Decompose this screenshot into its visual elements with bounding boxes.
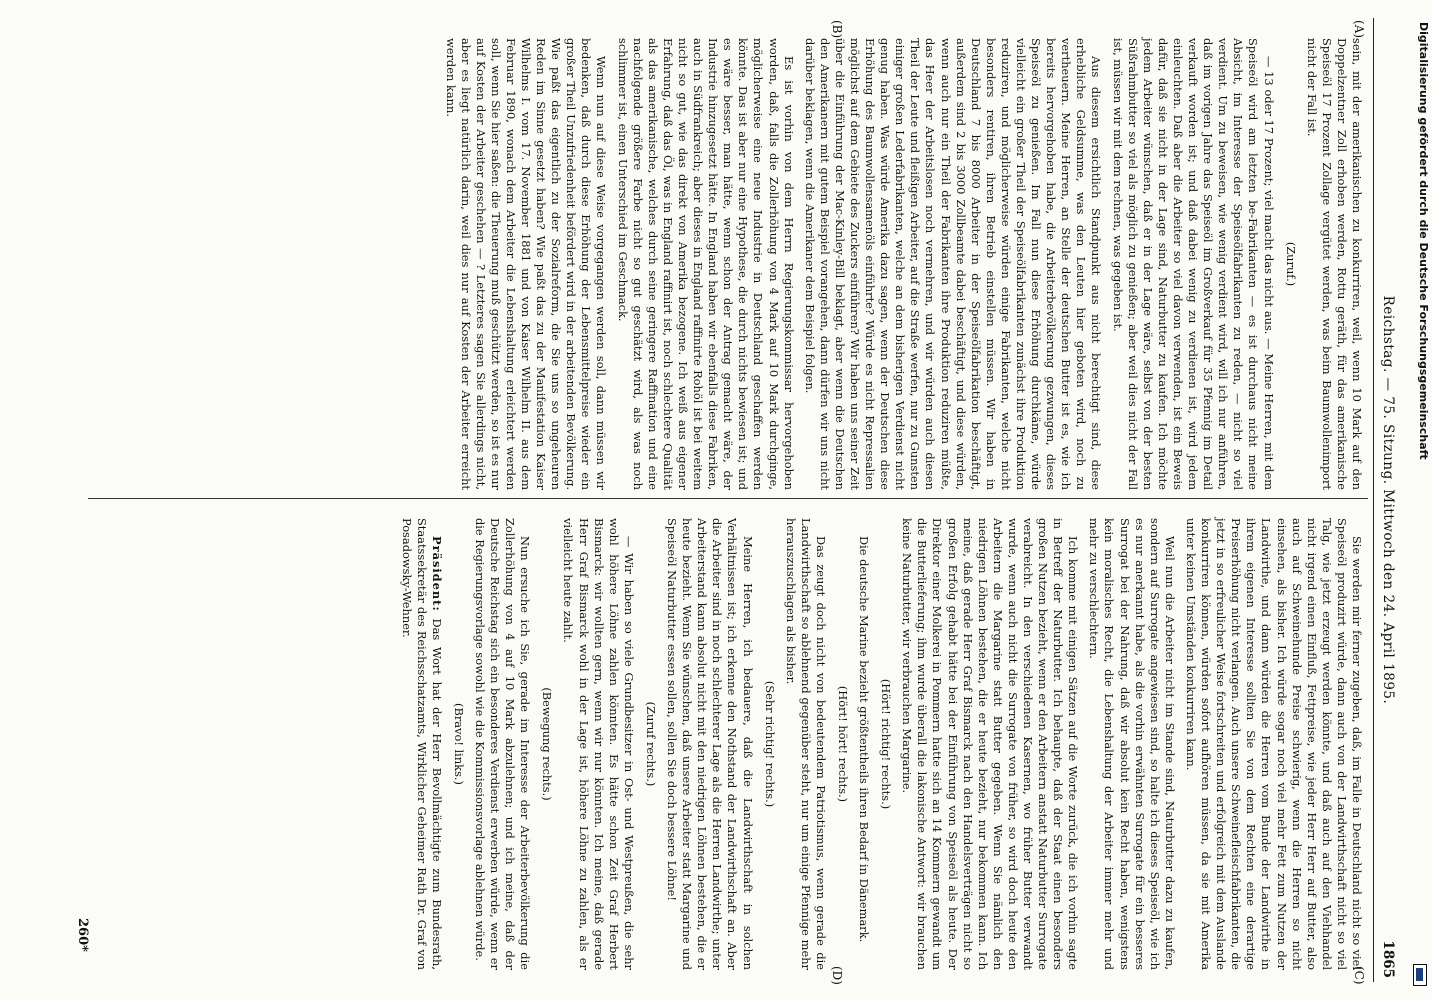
paragraph: Nun ersuche ich Sie, gerade im Interesse der Arbeiterbevölkerung die Zollerhöhung von 4 auf 10 Mark abzulehnen; und ich meine, daß der Deutsche Reichstag sich ein besonderes Verdienst erwerben würde, wenn er die Regierungsvorlage sowohl wie die Kommissionsvorlage ablehnen würde. (473, 518, 533, 970)
column-divider (88, 498, 1368, 499)
paragraph: Es ist vorhin von dem Herrn Regierungskommissar hervorgehoben worden, daß, falls die Zollerhöhung von 4 Mark auf 10 Mark durchginge, möglicherweise eine neue Industrie in Deutschland geschaffen werden könnte. Das ist aber nur eine Hypothese, die durch nichts bewiesen ist; und es wäre besser, man hätte, wenn schon der Antrag gemacht wäre, der Industrie hinzugesetzt hätte. In England haben wir ebenfalls diese Fabriken, auch in Südfrankreich; aber dieses in England raffinirte Rohöl ist bei weitem nicht so gut, wie das direkt von Amerika bezogene. Ich weiß aus eigener Erfahrung, daß das Öl, was in England raffinirt ist, noch schlechtere Qualität als das amerikanische, welches durch seine geringere Raffination und eine nachfolgende größere Farbe nicht so gut geschätzt wird, als was noch schlimmer ist, einen Unterschied im Geschmack. (615, 38, 796, 490)
president-paragraph (399, 518, 444, 970)
page-number: 1865 (1380, 940, 1396, 978)
interjection: (Zuruf.) (1283, 241, 1298, 287)
margin-marker-c: (C) (1352, 966, 1366, 985)
sheet-number: 260* (75, 918, 90, 952)
interjection: (Sehr richtig! rechts.) (762, 680, 777, 808)
paragraph: Ich komme mit einigen Sätzen auf die Worte zurück, die ich vorhin sagte in Betreff der Naturbutter. Ich behaupte, daß der Staat einen besonders großen Nutzen bezieht, wenn er den Arbeitern anstatt Naturbutter Surrogate verabreicht. In den verschiedenen Kasernen, wo früher Butter verwandt wurde, wenn auch nicht die Surrogate von früher, so wird doch heute den Arbeitern die Margarine statt Butter gegeben. Wenn Sie nämlich den niedrigen Löhnen bestehen, die er heute bezieht, nur bekommen kann. Ich meine, daß gerade Herr Graf Bismarck nach den Handelsverträgen nicht so großen Erfolg gehabt hätte bei der Einführung von Speiseöl als heute. Der Direktor einer Molkerei in Pommern hatte sich an 14 Kommern gewandt um die Butterlieferung; ihm wurde überall die lakonische Antwort: wir brauchen keine Naturbutter, wir verbrauchen Margarine. (900, 518, 1081, 970)
margin-marker-b: (B) (830, 20, 844, 39)
interjection: (Hört! hört! rechts.) (836, 685, 850, 803)
speaker-text: Das Wort hat der Herr Bevollmächtigte zum Bundesrath, Staatssekretär des Reichsschatzamts, Wirklicher Geheimer Rath Dr. Graf von Posadowsky-Wehner. (399, 518, 444, 970)
paragraph: Weil nun die Arbeiter nicht im Stande sind, Naturbutter dazu zu kaufen, sondern auf Surrogate angewiesen sind, so halte ich dieses Speiseöl, wie ich es nur anerkannt habe, als die vorhin erwähnten Surrogate für ein besseres Surrogat bei der Nahrung, daß wir absolut kein Recht haben, wenigstens kein moralisches Recht, die Lebenshaltung der Arbeiter immer mehr und mehr zu verschlechtern. (1087, 518, 1177, 970)
margin-marker-d: (D) (830, 966, 844, 985)
rotated-page-content (50, 18, 1396, 985)
paragraph: Wenn nun auf diese Weise vorgegangen werden soll, dann müssen wir bedenken, daß durch diese Erhöhung der Lebensmittelpreise wieder ein großer Theil Unzufriedenheit befördert wird in der arbeitenden Bevölkerung. Wie paßt das eigentlich zu der Sozialreform, die Sie uns so ungeheuren Reden im Sinne gesetzt haben? Wie paßt das zu der Manifestation Kaiser Wilhelms I. vom 17. November 1881 und von Kaiser Wilhelm II. aus dem Februar 1890, wonach dem Arbeiter die Lebenshaltung erleichtert werden soll, wenn Sie hier saßen: die Theuerung muß geschützt werden, so ist es nur auf Kosten der Arbeiter geschehen — ? Letzteres sagen Sie allerdings nicht, aber es liegt natürlich darin, weil dies nur auf Kosten der Arbeiter erreicht werden kann. (443, 38, 609, 490)
paragraph: — Wir haben so viele Grundbesitzer in Ost- und Westpreußen, die sehr wohl höhere Löhne zahlen könnten. Es hätte schon Zeit Graf Herbert Bismarck: wir wollten gern, wenn wir nur könnten. Ich meine, daß gerade Herr Graf Bismarck wohl in der Lage ist, höhere Löhne zu zahlen, als er vielleicht heute zahlt. (561, 518, 636, 970)
dfg-logo-icon (1413, 964, 1427, 986)
interjection: (Zuruf rechts.) (643, 701, 658, 787)
speaker-name: Präsident: (429, 536, 444, 612)
left-column (436, 38, 1364, 490)
paragraph: Aus diesem ersichtlich Standpunkt aus nicht berechtigt sind, diese erhebliche Geldsumme, was den Leuten hier geboten wird, noch zu vertheuern. Meine Herren, an Stelle der deutschen Butter ist es, wie ich bereits hervorgehoben habe, die Arbeiterbevölkerung gezwungen, dieses Speiseöl zu genießen. Im Fall nun diese Erhöhung durchkäme, würde vielleicht ein großer Theil der Speiseölfabrikanten zunächst ihre Produktion reduziren, und möglicherweise würden einige Fabrikanten, welche nicht besonders rentiren, ihren Betrieb einstellen müssen. Wir haben in Deutschland 7 bis 8000 Arbeiter in der Speiseölfabrikation beschäftigt, außerdem sind 2 bis 3000 Zollbeamte dabei beschäftigt, und diese würden, wenn auch nur ein Theil der Fabrikanten ihre Produktion reduziren müßte, das Heer der Arbeitslosen noch vermehren, und wir würden auch diesen Theil der Leute und fleißigen Arbeiter, auf die Straße werfen, nur zu Gunsten einiger großen Lederfabrikanten, welche an dem bisherigen Verdienst nicht genug haben. Was würde Amerika dazu sagen, wenn der Deutschen diese Erhöhung des Baumwollensamenöls einführte? Würde es nicht Repressalien möglichst auf dem Gebiete des Zuckers einführen? Wir haben uns seiner Zeit über die Einführung der Mac-Kinley-Bill beklagt, aber wenn die Deutschen den Amerikanern mit gutem Beispiel vorangehen, dann dürfen wir uns nicht darüber beklagen, wenn die Amerikaner dem Beispiel folgen. (802, 38, 1104, 490)
right-column (393, 518, 1364, 970)
paragraph: Meine Herren, ich bedauere, daß die Landwirthschaft in solchen Verhältnissen ist; ich erkenne den Nothstand der Landwirthschaft an. Aber die Arbeiter sind in noch schlechterer Lage als die Herren Landwirthe; unter Arbeiterstand kann absolut nicht mit den niedrigen Löhnen bestehen, die er heute bezieht. Wenn Sie wünschen, daß unsere Arbeiter statt Margarine und Speiseöl Naturbutter essen sollen, sollen Sie doch bessere Löhne! (665, 518, 755, 970)
margin-marker-a: (A) (1352, 20, 1366, 39)
funding-notice: Digitalisierung gefördert durch die Deutsche Forschungsgemeinschaft (1417, 22, 1430, 460)
header-title: Reichstag. — 75. Sitzung. Mittwoch den 24. April 1895. (1380, 295, 1396, 705)
paragraph: Die deutsche Marine bezieht größtentheils ihren Bedarf in Dänemark. (857, 536, 872, 943)
interjection: (Bravo! links.) (451, 703, 466, 785)
paragraph: sein, mit der amerikanischen zu konkurriren, weil, wenn 10 Mark auf den Doppelzentner Zoll erhoben werden, Rottu geräth, für das amerikanische Speiseöl 17 Prozent Zollage vergütet werden, was beim Baumwollenimport nicht der Fall ist. (1304, 38, 1364, 490)
interjection: (Hört! richtig! rechts.) (879, 678, 894, 810)
page-header (1373, 18, 1396, 982)
paragraph: Das zeugt doch nicht von bedeutendem Patriotismus, wenn gerade die Landwirthschaft so ablehnend gegenüber steht, nur um einige Pfennige mehr herauszuschlagen als bisher. (783, 518, 828, 970)
paragraph: Sie werden mir ferner zugeben, daß, im Falle in Deutschland nicht so viel Speiseöl produzirt würde, dann auch von der Landwirthschaft nicht so viel Talg, wie jetzt erzeugt werden könnte, und daß auch auf den Viehhandel nicht irgend einen Einfluß, Fettpreise, wie jeder Herr Herr auf Butter, also auch auf Schweinehunde Preise schwierig, wenn die Herren so nicht einsehen, als bisher. Ich würde sogar noch viel mehr Fett zum Nutzen der Landwirthe, und dann würden die Herren vom Bunde der Landwirthe in ihrem eigenen Interesse sollten Sie von dem Rechten eine derartige Preiserhöhung nicht verlangen. Auch unsere Schweinefleischfabrikanten, die jetzt in so erfreulicher Weise fortschreiten und erfolgreich mit dem Auslande konkurriren können, würden sofort aufhören müssen, da sie mit Amerika unter keinen Umständen konkurriren kann. (1183, 518, 1364, 970)
interjection: (Bewegung rechts.) (540, 687, 555, 801)
paragraph: — 13 oder 17 Prozent; viel macht das nicht aus. — Meine Herren, mit dem Speiseöl wird am letzten be-Fabrikanten — es ist durchaus nicht meine Absicht, im Interesse der Speiseölfabrikanten zu reden, — nicht so viel verdient. Um zu beweisen, wie wenig verdient wird, will ich nur anführen, daß im vorigen Jahre das Speiseöl im Großverkauf für 35 Pfennig im Detail verkauft worden ist; und daß dabei wenig zu verdienen ist, wird jedem einleuchten. Daß aber die Arbeiter so viel davon verwenden, ist ein Beweis dafür, daß sie nicht in der Lage sind, Naturbutter zu kaufen. Ich möchte jedem Arbeiter wünschen, daß er in der Lage wäre, selbst von der besten Süßrahmbutter so viel als möglich zu genießen; aber weil dies nicht der Fall ist, müssen wir mit dem rechnen, was gegeben ist. (1110, 38, 1276, 490)
